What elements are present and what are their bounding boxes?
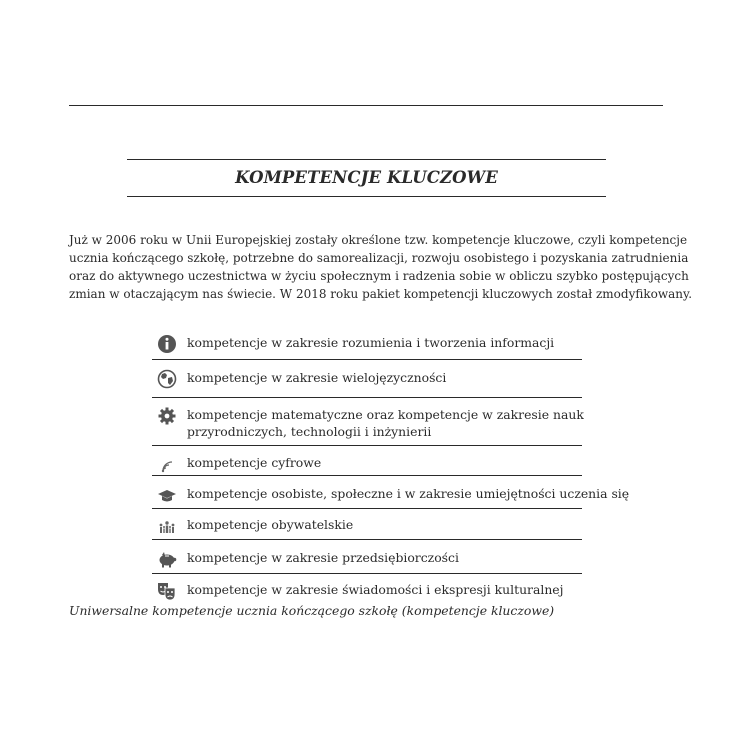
- competence-label: kompetencje w zakresie przedsiębiorczości: [187, 550, 459, 565]
- competence-label: kompetencje w zakresie wielojęzyczności: [187, 370, 447, 385]
- list-separator: [152, 573, 582, 574]
- list-separator: [152, 445, 582, 446]
- piggy-bank-icon: [157, 550, 177, 570]
- figure-caption: Uniwersalne kompetencje ucznia kończącego szkołę (kompetencje kluczowe): [69, 603, 555, 618]
- gear-icon: [157, 406, 177, 426]
- theater-masks-icon: [157, 581, 177, 601]
- competence-label: kompetencje cyfrowe: [187, 455, 322, 470]
- competence-label: kompetencje w zakresie rozumienia i tworzenia informacji: [187, 335, 555, 350]
- title-rule-top: [127, 159, 606, 160]
- competence-label: kompetencje matematyczne oraz kompetencje w zakresie nauk: [187, 407, 584, 422]
- top-horizontal-rule: [69, 105, 663, 106]
- intro-line: Już w 2006 roku w Unii Europejskiej zostały określone tzw. kompetencje kluczowe, czyli kompetencje: [69, 233, 688, 247]
- graduation-cap-icon: [157, 486, 177, 506]
- section-title: KOMPETENCJE KLUCZOWE: [235, 168, 498, 187]
- list-separator: [152, 539, 582, 540]
- people-icon: [157, 517, 177, 537]
- list-separator: [152, 397, 582, 398]
- competence-label: kompetencje obywatelskie: [187, 517, 354, 532]
- info-icon: [157, 334, 177, 354]
- intro-line: zmian w otaczającym nas świecie. W 2018 roku pakiet kompetencji kluczowych został zmodyfikowany.: [69, 287, 693, 301]
- intro-line: ucznia kończącego szkołę, potrzebne do samorealizacji, rozwoju osobistego i pozyskania zatrudnienia: [69, 251, 689, 265]
- intro-paragraph: [69, 231, 693, 303]
- wifi-signal-icon: [157, 455, 177, 475]
- list-separator: [152, 475, 582, 476]
- competence-label: kompetencje osobiste, społeczne i w zakresie umiejętności uczenia się: [187, 486, 630, 501]
- competence-label: kompetencje w zakresie świadomości i ekspresji kulturalnej: [187, 582, 564, 597]
- list-separator: [152, 359, 582, 360]
- competence-label: przyrodniczych, technologii i inżynierii: [187, 424, 432, 439]
- intro-line: oraz do aktywnego uczestnictwa w życiu społecznym i radzenia sobie w obliczu szybko postępujących: [69, 269, 689, 283]
- title-rule-bottom: [127, 196, 606, 197]
- globe-icon: [157, 369, 177, 389]
- list-separator: [152, 508, 582, 509]
